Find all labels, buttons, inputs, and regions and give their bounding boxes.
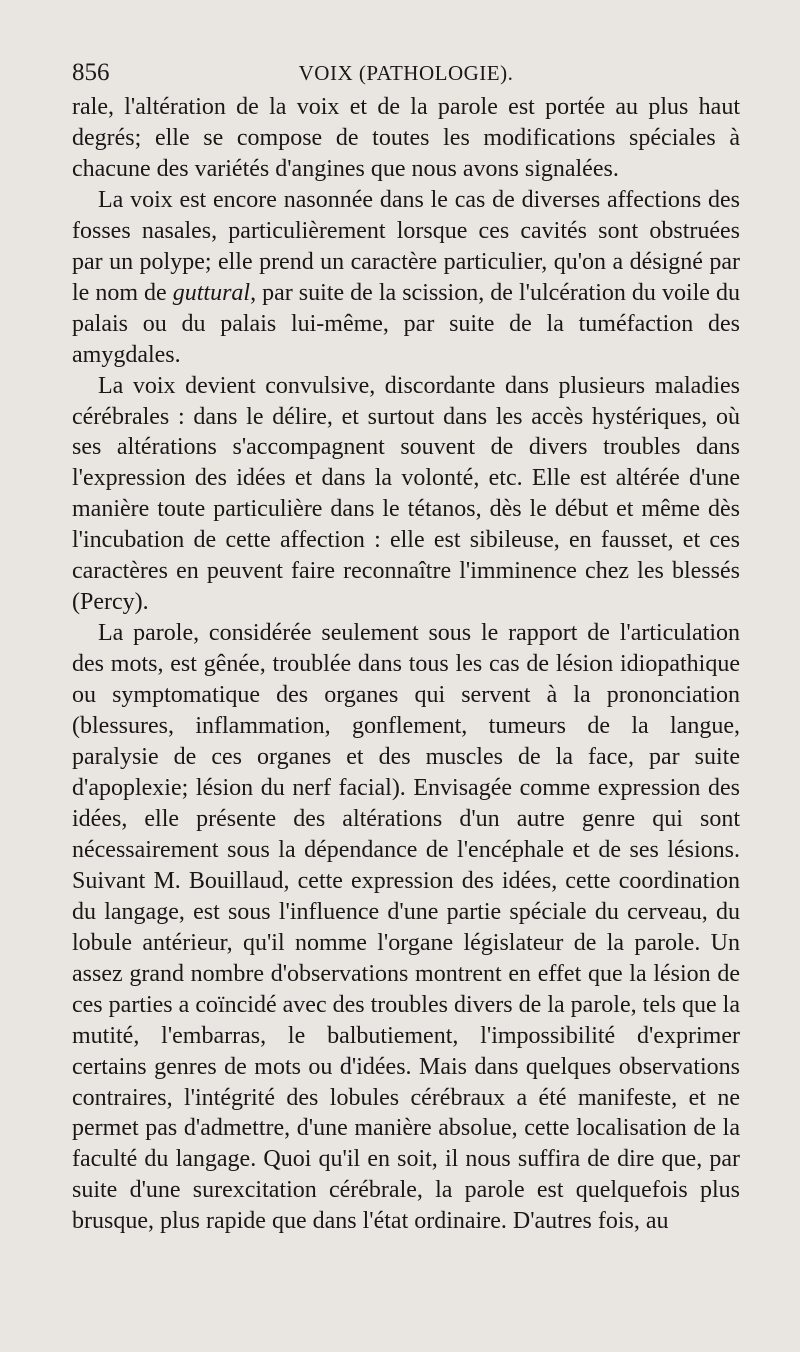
running-head: VOIX (PATHOLOGIE). [298,61,514,85]
page-number: 856 [72,59,110,86]
paragraph-continuation: rale, l'altération de la voix et de la parole est portée au plus haut degrés; elle se compose de toutes les modifications spéciales à chacune des variétés d'angines que nous avons signalées. [72,94,740,182]
body-text [72,92,740,1237]
paragraph-text: , par suite de la scission, de l'ulcération du voile du palais ou du palais lui-même, par suite de la tuméfaction des amygdales. [72,279,740,368]
page-header [72,56,740,90]
paragraph-text: La voix est encore nasonnée dans le cas de diverses affections des fosses nasales, particulièrement lorsque ces cavités sont obstruées par un polype; elle prend un caractère particulier, qu'on a désigné par le nom de [72,186,740,306]
paragraph-convulsive-voice: La voix devient convulsive, discordante dans plusieurs maladies cérébrales : dans le délire, et surtout dans les accès hystériques, où ses altérations s'accompagnent souvent de divers troubles dans l'expression des idées et dans la volonté, etc. Elle est altérée d'une manière toute particulière dans le tétanos, dès le début et même dès l'incubation de cette affection : elle est sibileuse, en fausset, et ces caractères en peuvent faire reconnaître l'imminence chez les blessés (Percy). [72,372,740,616]
italic-term: guttural [172,279,251,306]
paragraph-speech: La parole, considérée seulement sous le rapport de l'articulation des mots, est gênée, troublée dans tous les cas de lésion idiopathique ou symptomatique des organes qui servent à la prononciation (blessures, inflammation, gonflement, tumeurs de la langue, paralysie de ces organes et des muscles de la face, par suite d'apoplexie; lésion du nerf facial). Envisagée comme expression des idées, elle présente des altérations d'un autre genre qui sont nécessairement sous la dépendance de l'encéphale et de ses lésions. Suivant M. Bouillaud, cette expression des idées, cette coordination du langage, est sous l'influence d'une partie spéciale du cerveau, du lobule antérieur, qu'il nomme l'organe législateur de la parole. Un assez grand nombre d'observations montrent en effet que la lésion de ces parties a coïncidé avec des troubles divers de la parole, tels que la mutité, l'embarras, le balbutiement, l'impossibilité d'exprimer certains genres de mots ou d'idées. Mais dans quelques observations contraires, l'intégrité des lobules cérébraux a été manifeste, et ne permet pas d'admettre, d'une manière absolue, cette localisation de la faculté du langage. Quoi qu'il en soit, il nous suffira de dire que, par suite d'une surexcitation cérébrale, la parole est quelquefois plus brusque, plus rapide que dans l'état ordinaire. D'autres fois, au [72,620,740,1235]
paragraph-nasal-voice [72,185,740,371]
